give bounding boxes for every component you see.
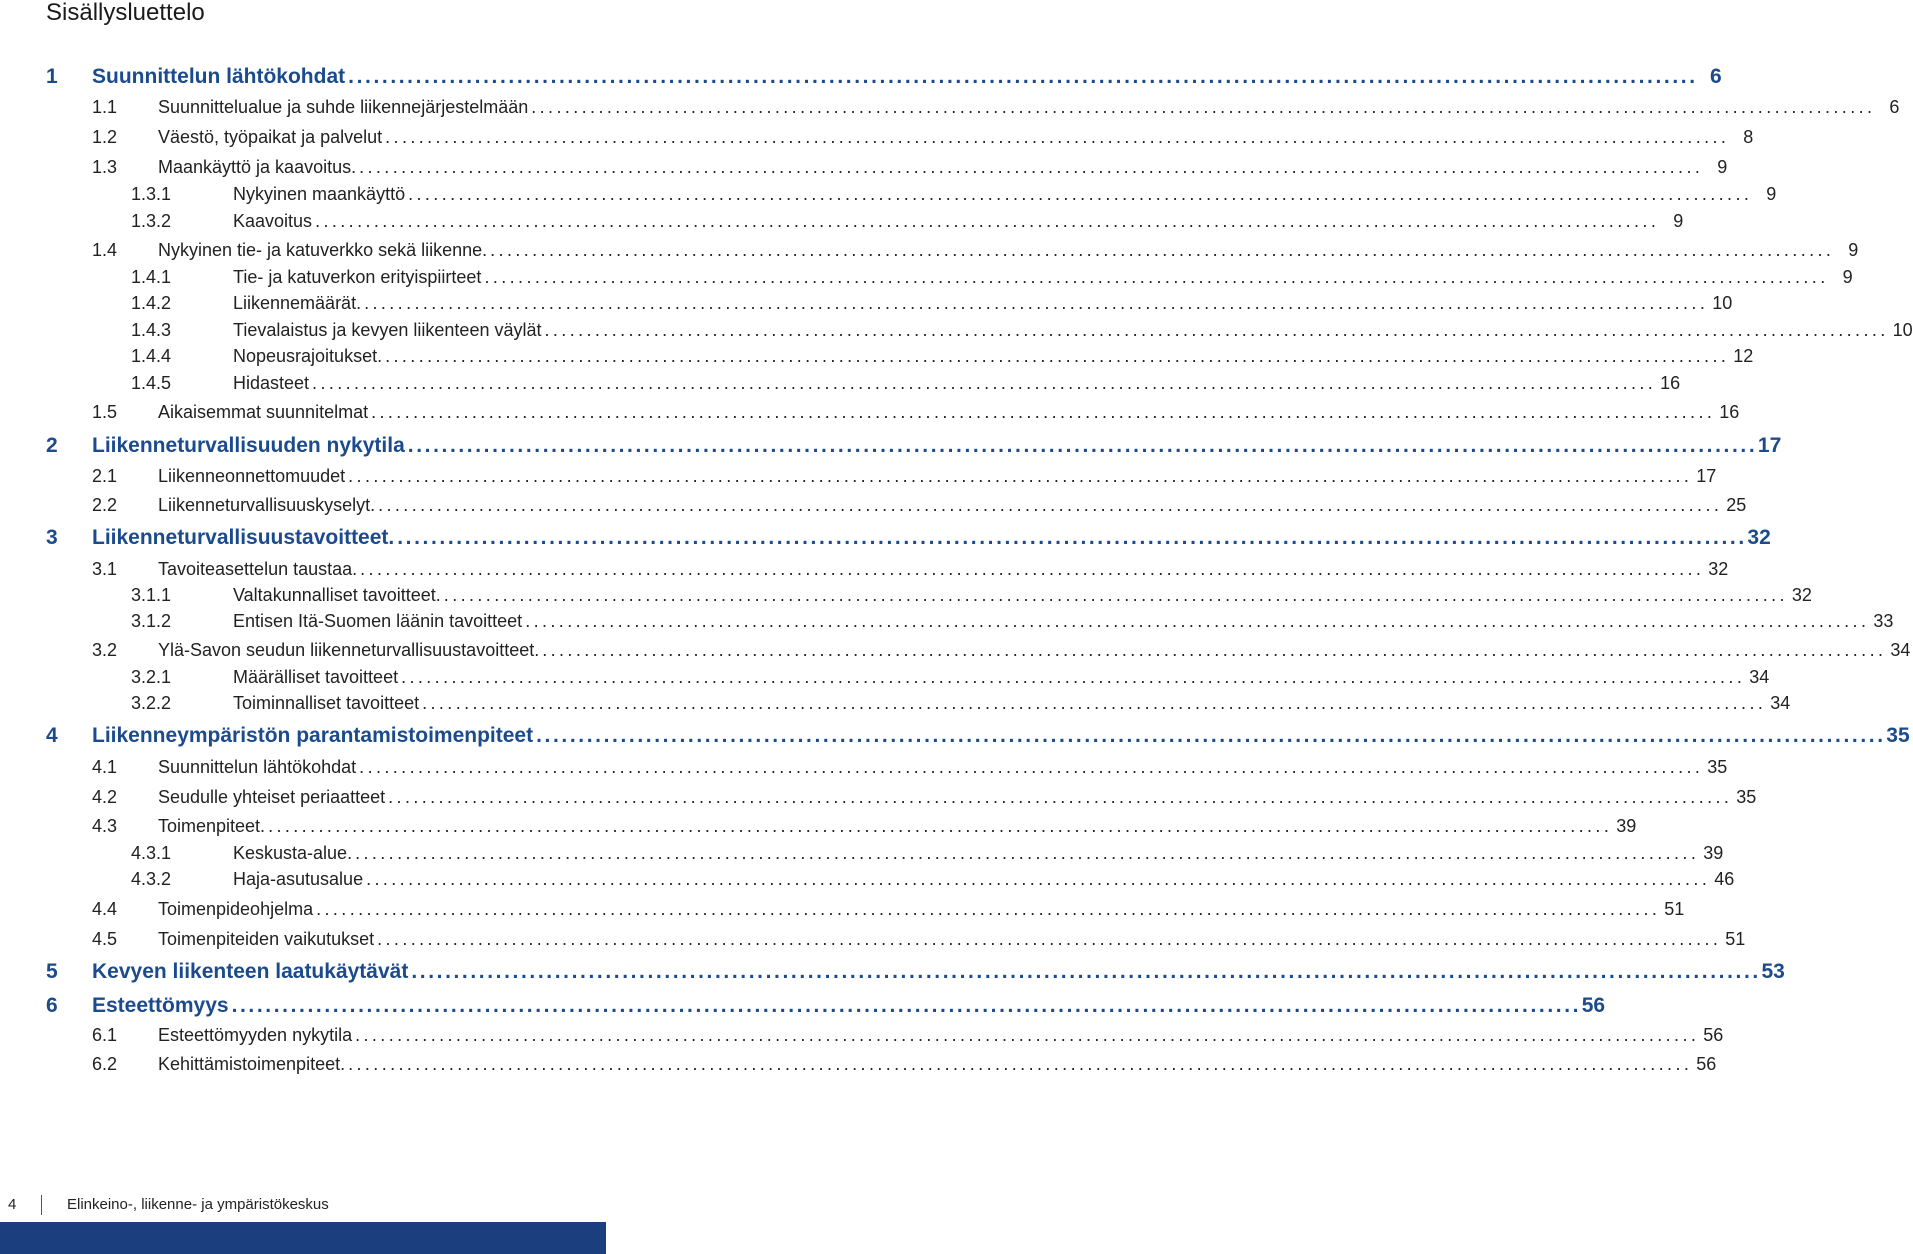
toc-dot-leader: ................................................................................................................................................................: [315, 211, 1660, 231]
toc-entry-number: 4: [46, 724, 58, 747]
toc-entry-number: 6: [46, 994, 58, 1017]
toc-entry[interactable]: [0, 896, 1685, 922]
page-footer: [0, 1192, 960, 1220]
toc-entry[interactable]: [0, 124, 1754, 150]
toc-entry-page: 9: [1766, 184, 1777, 204]
toc-entry-title: Liikennemäärät.: [233, 293, 362, 313]
toc-entry-page: 9: [1717, 157, 1728, 177]
toc-entry-page: 56: [1696, 1054, 1717, 1074]
toc-dot-leader: ................................................................................................................................................................: [231, 994, 1582, 1017]
toc-entry-body: [158, 1051, 1717, 1077]
footer-publisher: Elinkeino-, liikenne- ja ympäristökeskus: [67, 1196, 329, 1213]
toc-entry-title: Kehittämistoimenpiteet.: [158, 1054, 346, 1074]
toc-entry[interactable]: [0, 492, 1747, 518]
toc-entry-body: [233, 690, 1791, 716]
toc-dot-leader: ................................................................................................................................................................: [378, 495, 1723, 515]
toc-entry-body: [158, 94, 1900, 120]
toc-dot-leader: ................................................................................................................................................................: [348, 1054, 1693, 1074]
toc-entry-body: [233, 840, 1724, 866]
toc-entry-page: 35: [1736, 787, 1757, 807]
toc-dot-leader: ................................................................................................................................................................: [408, 184, 1753, 204]
toc-entry-page: 34: [1770, 693, 1791, 713]
toc-dot-leader: ................................................................................................................................................................: [355, 843, 1700, 863]
toc-entry-title: Nykyinen tie- ja katuverkko sekä liikenne.: [158, 240, 488, 260]
toc-entry[interactable]: [0, 1051, 1717, 1077]
toc-entry-body: [233, 264, 1853, 290]
toc-dot-leader: ................................................................................................................................................................: [385, 346, 1730, 366]
toc-entry-number: 2: [46, 434, 58, 457]
toc-entry-number: 4.1: [92, 757, 118, 777]
toc-entry-number: 4.3.1: [131, 843, 172, 863]
toc-entry-body: [92, 723, 1910, 749]
toc-entry-title: Liikenneonnettomuudet: [158, 466, 346, 486]
toc-entry-body: [158, 754, 1728, 780]
toc-entry-body: [233, 582, 1812, 608]
toc-entry-number: 1.5: [92, 402, 118, 422]
toc-dot-leader: ................................................................................................................................................................: [268, 816, 1613, 836]
toc-dot-leader: ................................................................................................................................................................: [544, 320, 1889, 340]
toc-entry-title: Suunnittelualue ja suhde liikennejärjestelmään: [158, 97, 529, 117]
toc-entry-page: 35: [1707, 757, 1728, 777]
toc-entry[interactable]: [0, 582, 1812, 608]
toc-dot-leader: ................................................................................................................................................................: [316, 899, 1661, 919]
toc-entry-body: [233, 608, 1894, 634]
toc-entry-title: Hidasteet: [233, 373, 310, 393]
toc-entry[interactable]: [0, 237, 1859, 263]
toc-entry-page: 51: [1725, 929, 1746, 949]
toc-entry-title: Tievalaistus ja kevyen liikenteen väylät: [233, 320, 542, 340]
toc-dot-leader: ................................................................................................................................................................: [531, 97, 1876, 117]
toc-entry-number: 2.2: [92, 495, 118, 515]
toc-entry-title: Tavoiteasettelun taustaa.: [158, 559, 358, 579]
toc-entry[interactable]: [0, 840, 1724, 866]
toc-entry-page: 56: [1703, 1025, 1724, 1045]
toc-entry[interactable]: [0, 290, 1733, 316]
toc-entry-body: [92, 959, 1785, 985]
toc-entry-title: Liikenneympäristön parantamistoimenpiteet: [92, 724, 534, 747]
toc-entry-title: Suunnittelun lähtökohdat: [92, 65, 346, 88]
toc-entry-body: [233, 866, 1735, 892]
toc-entry[interactable]: [0, 866, 1735, 892]
toc-entry-body: [233, 343, 1754, 369]
toc-entry-number: 5: [46, 960, 58, 983]
toc-entry-page: 25: [1726, 495, 1747, 515]
toc-entry-number: 4.3.2: [131, 869, 172, 889]
toc-entry[interactable]: [0, 926, 1746, 952]
toc-entry-number: 3.1: [92, 559, 118, 579]
footer-divider: [41, 1195, 42, 1215]
toc-dot-leader: ................................................................................................................................................................: [359, 757, 1704, 777]
toc-entry[interactable]: [0, 690, 1791, 716]
toc-entry-title: Haja-asutusalue: [233, 869, 364, 889]
toc-entry-number: 1.4.4: [131, 346, 172, 366]
toc-entry-page: 10: [1712, 293, 1733, 313]
toc-entry-page: 32: [1747, 526, 1771, 549]
toc-dot-leader: ................................................................................................................................................................: [542, 640, 1887, 660]
toc-entry-body: [158, 399, 1740, 425]
toc-entry-body: [158, 124, 1754, 150]
toc-entry-body: [158, 926, 1746, 952]
toc-entry[interactable]: [0, 433, 1782, 459]
toc-entry-number: 1.3: [92, 157, 118, 177]
toc-entry-page: 39: [1616, 816, 1637, 836]
toc-dot-leader: ................................................................................................................................................................: [490, 240, 1835, 260]
toc-entry-number: 3.1.1: [131, 585, 172, 605]
toc-entry-number: 4.4: [92, 899, 118, 919]
toc-entry-title: Toimenpiteiden vaikutukset: [158, 929, 375, 949]
toc-entry-page: 53: [1761, 960, 1785, 983]
toc-entry-number: 1.4.5: [131, 373, 172, 393]
toc-entry[interactable]: [0, 94, 1900, 120]
toc-entry-title: Liikenneturvallisuustavoitteet.: [92, 526, 395, 549]
toc-dot-leader: ................................................................................................................................................................: [359, 157, 1704, 177]
toc-entry-title: Liikenneturvallisuuden nykytila: [92, 434, 405, 457]
toc-entry-body: [158, 1022, 1724, 1048]
toc-entry[interactable]: [0, 813, 1637, 839]
toc-entry-number: 4.2: [92, 787, 118, 807]
toc-entry-title: Määrälliset tavoitteet: [233, 667, 399, 687]
toc-entry[interactable]: [0, 208, 1684, 234]
toc-entry-body: [158, 784, 1757, 810]
toc-dot-leader: ................................................................................................................................................................: [364, 293, 1709, 313]
toc-entry[interactable]: [0, 525, 1771, 551]
toc-entry-number: 1.4.1: [131, 267, 172, 287]
toc-dot-leader: ................................................................................................................................................................: [388, 787, 1733, 807]
toc-dot-leader: ................................................................................................................................................................: [366, 869, 1711, 889]
toc-entry-body: [158, 896, 1685, 922]
toc-entry[interactable]: [0, 463, 1717, 489]
toc-entry-page: 32: [1791, 585, 1812, 605]
toc-entry-page: 34: [1890, 640, 1911, 660]
toc-entry-number: 6.2: [92, 1054, 118, 1074]
toc-entry-number: 3.2.1: [131, 667, 172, 687]
toc-entry-title: Ylä-Savon seudun liikenneturvallisuustavoitteet.: [158, 640, 540, 660]
toc-entry-body: [158, 154, 1728, 180]
toc-entry-page: 9: [1848, 240, 1859, 260]
toc-entry-number: 3.1.2: [131, 611, 172, 631]
toc-entry[interactable]: [0, 154, 1728, 180]
toc-entry-number: 3: [46, 526, 58, 549]
toc-entry-title: Kevyen liikenteen laatukäytävät: [92, 960, 409, 983]
toc-entry-page: 33: [1873, 611, 1894, 631]
toc-entry-body: [158, 492, 1747, 518]
toc-entry[interactable]: [0, 1022, 1724, 1048]
toc-entry-page: 51: [1664, 899, 1685, 919]
toc-entry-body: [92, 433, 1782, 459]
toc-entry-title: Väestö, työpaikat ja palvelut: [158, 127, 383, 147]
toc-dot-leader: ................................................................................................................................................................: [360, 559, 1705, 579]
toc-entry-number: 1.1: [92, 97, 118, 117]
toc-entry-title: Toiminnalliset tavoitteet: [233, 693, 420, 713]
toc-entry-title: Tie- ja katuverkon erityispiirteet: [233, 267, 482, 287]
toc-entry-body: [233, 370, 1681, 396]
toc-entry-page: 39: [1703, 843, 1724, 863]
footer-page-number: 4: [8, 1196, 17, 1213]
toc-entry-number: 1: [46, 65, 58, 88]
toc-entry[interactable]: [0, 64, 1722, 90]
toc-entry-number: 1.4.3: [131, 320, 172, 340]
toc-entry-number: 3.2.2: [131, 693, 172, 713]
toc-dot-leader: ................................................................................................................................................................: [407, 434, 1758, 457]
toc-dot-leader: ................................................................................................................................................................: [411, 960, 1761, 983]
toc-entry[interactable]: [0, 370, 1681, 396]
toc-entry[interactable]: [0, 784, 1757, 810]
toc-entry-page: 10: [1892, 320, 1913, 340]
toc-entry-page: 12: [1733, 346, 1754, 366]
toc-entry[interactable]: [0, 343, 1754, 369]
toc-dot-leader: ................................................................................................................................................................: [385, 127, 1730, 147]
toc-dot-leader: ................................................................................................................................................................: [401, 667, 1746, 687]
toc-entry-page: 16: [1719, 402, 1740, 422]
toc-entry-number: 3.2: [92, 640, 118, 660]
toc-entry-page: 46: [1714, 869, 1735, 889]
toc-entry-title: Keskusta-alue.: [233, 843, 353, 863]
toc-entry[interactable]: [0, 993, 1606, 1019]
toc-entry-page: 56: [1581, 994, 1606, 1017]
toc-entry-body: [233, 664, 1770, 690]
toc-dot-leader: ................................................................................................................................................................: [443, 585, 1788, 605]
toc-entry-title: Entisen Itä-Suomen läänin tavoitteet: [233, 611, 523, 631]
toc-entry-number: 6.1: [92, 1025, 118, 1045]
toc-entry-body: [92, 64, 1722, 90]
toc-entry-number: 2.1: [92, 466, 118, 486]
toc-entry-number: 1.2: [92, 127, 118, 147]
toc-entry-title: Nykyinen maankäyttö: [233, 184, 406, 204]
toc-entry-body: [233, 317, 1913, 343]
toc-entry-title: Nopeusrajoitukset.: [233, 346, 383, 366]
toc-entry-title: Suunnittelun lähtökohdat: [158, 757, 357, 777]
toc-entry-title: Valtakunnalliset tavoitteet.: [233, 585, 441, 605]
toc-entry-page: 17: [1696, 466, 1717, 486]
toc-entry-page: 6: [1889, 97, 1900, 117]
toc-entry-page: 34: [1749, 667, 1770, 687]
toc-entry-body: [158, 556, 1729, 582]
toc-entry-title: Kaavoitus: [233, 211, 313, 231]
toc-entry[interactable]: [0, 637, 1911, 663]
toc-entry-body: [158, 637, 1911, 663]
toc-entry-body: [233, 181, 1777, 207]
toc-entry-title: Toimenpiteet.: [158, 816, 266, 836]
toc-entry-number: 1.3.2: [131, 211, 172, 231]
toc-entry-number: 1.4.2: [131, 293, 172, 313]
toc-dot-leader: ................................................................................................................................................................: [422, 693, 1767, 713]
toc-entry-body: [233, 208, 1684, 234]
toc-entry-number: 4.5: [92, 929, 118, 949]
toc-dot-leader: ................................................................................................................................................................: [348, 466, 1693, 486]
toc-entry-title: Esteettömyyden nykytila: [158, 1025, 353, 1045]
toc-dot-leader: ................................................................................................................................................................: [355, 1025, 1700, 1045]
toc-entry[interactable]: [0, 754, 1728, 780]
toc-entry-title: Seudulle yhteiset periaatteet: [158, 787, 386, 807]
toc-entry-title: Esteettömyys: [92, 994, 229, 1017]
toc-dot-leader: ................................................................................................................................................................: [348, 65, 1698, 88]
toc-entry[interactable]: [0, 317, 1913, 343]
toc-entry-page: 16: [1660, 373, 1681, 393]
toc-entry-body: [158, 813, 1637, 839]
toc-entry-title: Liikenneturvallisuuskyselyt.: [158, 495, 376, 515]
page-title: Sisällysluettelo: [46, 0, 205, 26]
toc-entry-body: [158, 237, 1859, 263]
toc-entry-page: 17: [1757, 434, 1782, 457]
toc-entry-title: Maankäyttö ja kaavoitus.: [158, 157, 357, 177]
toc-dot-leader: ................................................................................................................................................................: [536, 724, 1886, 747]
toc-entry[interactable]: [0, 723, 1910, 749]
toc-entry[interactable]: [0, 399, 1740, 425]
toc-dot-leader: ................................................................................................................................................................: [397, 526, 1747, 549]
toc-entry[interactable]: [0, 556, 1729, 582]
toc-entry-title: Toimenpideohjelma: [158, 899, 314, 919]
toc-entry[interactable]: [0, 664, 1770, 690]
toc-entry-page: 9: [1673, 211, 1684, 231]
footer-color-bar: [0, 1222, 606, 1254]
toc-entry-page: 8: [1743, 127, 1754, 147]
toc-entry-page: 6: [1709, 65, 1722, 88]
toc-dot-leader: ................................................................................................................................................................: [484, 267, 1829, 287]
toc-entry-page: 35: [1886, 724, 1910, 747]
toc-dot-leader: ................................................................................................................................................................: [371, 402, 1716, 422]
toc-entry-number: 1.3.1: [131, 184, 172, 204]
toc-entry[interactable]: [0, 264, 1853, 290]
toc-dot-leader: ................................................................................................................................................................: [525, 611, 1870, 631]
toc-entry-body: [158, 463, 1717, 489]
toc-entry-number: 4.3: [92, 816, 118, 836]
toc-entry-body: [92, 993, 1606, 1019]
toc-entry-page: 9: [1842, 267, 1853, 287]
toc-entry[interactable]: [0, 608, 1894, 634]
toc-entry[interactable]: [0, 959, 1785, 985]
toc-entry[interactable]: [0, 181, 1777, 207]
toc-entry-number: 1.4: [92, 240, 118, 260]
toc-dot-leader: ................................................................................................................................................................: [377, 929, 1722, 949]
toc-entry-body: [233, 290, 1733, 316]
toc-entry-title: Aikaisemmat suunnitelmat: [158, 402, 369, 422]
toc-entry-page: 32: [1708, 559, 1729, 579]
toc-entry-body: [92, 525, 1771, 551]
toc-dot-leader: ................................................................................................................................................................: [312, 373, 1657, 393]
